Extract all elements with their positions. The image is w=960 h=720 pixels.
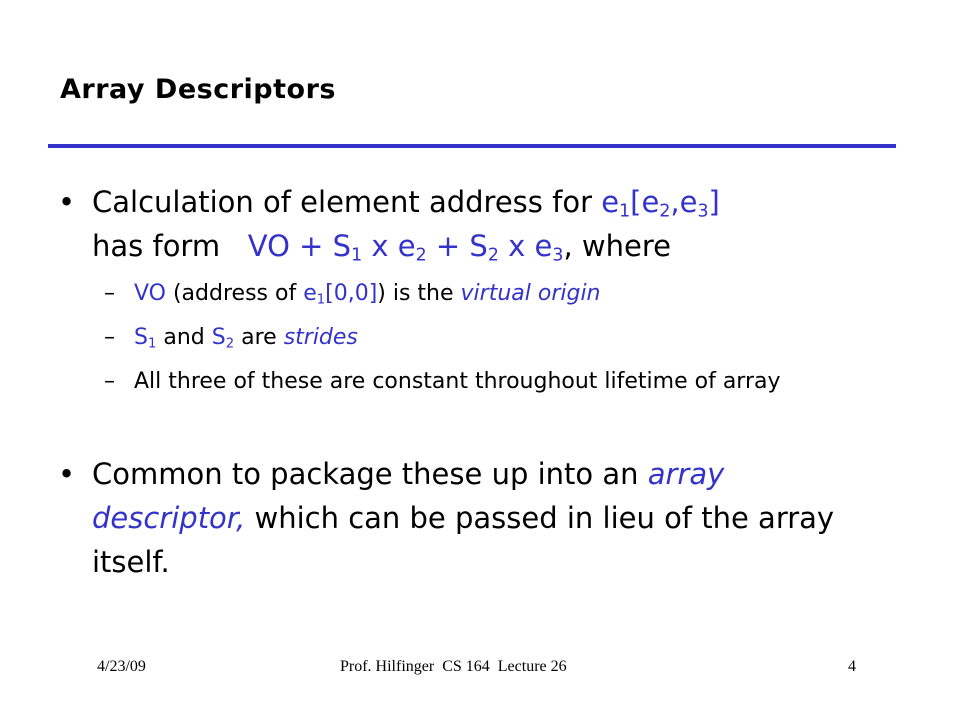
term: strides — [283, 325, 358, 350]
subscript: 2 — [225, 336, 235, 352]
var: e — [601, 185, 620, 219]
dash-marker: – — [104, 325, 115, 350]
subscript: 1 — [316, 292, 326, 308]
subscript: 2 — [487, 245, 499, 266]
bullet-marker: • — [58, 457, 76, 491]
title-underline — [48, 144, 896, 148]
text-run: are — [234, 325, 284, 350]
var: e — [641, 185, 660, 219]
formula — [303, 281, 377, 306]
formula-part: VO + S — [247, 229, 352, 263]
term: VO — [134, 281, 166, 306]
sub-bullet-text — [134, 278, 854, 310]
index: [0,0] — [325, 281, 378, 306]
bullet-marker: • — [58, 185, 76, 219]
term — [212, 325, 234, 350]
symbol: , — [670, 185, 680, 219]
formula-part: + S — [426, 229, 488, 263]
subscript: 2 — [659, 201, 671, 222]
footer-center: Prof. Hilfinger CS 164 Lecture 26 — [340, 658, 567, 675]
symbol: ] — [708, 185, 720, 219]
var: e — [303, 281, 317, 306]
page-number: 4 — [848, 658, 856, 675]
text-run: Common to package these up into an — [92, 457, 648, 491]
text-run: and — [156, 325, 212, 350]
text-run: (address of — [165, 281, 304, 306]
dash-marker: – — [104, 369, 115, 394]
term: virtual origin — [460, 281, 601, 306]
sub-bullet-text: All three of these are constant throughout lifetime of array — [134, 369, 781, 394]
formula — [247, 229, 564, 266]
term — [134, 325, 156, 350]
subscript: 3 — [552, 245, 564, 266]
text-run: Calculation of element address for — [92, 185, 602, 219]
subscript: 2 — [415, 245, 427, 266]
text-run: has form — [92, 229, 221, 263]
text-run: which can be passed in lieu of the array itself. — [92, 501, 835, 579]
slide-title: Array Descriptors — [60, 74, 336, 105]
text-run: , where — [563, 229, 671, 263]
var: S — [134, 325, 148, 350]
var: S — [211, 325, 226, 350]
dash-marker: – — [104, 281, 115, 306]
formula-part: x e — [498, 229, 553, 263]
subscript: 1 — [619, 201, 631, 222]
symbol: [ — [630, 185, 642, 219]
subscript: 1 — [351, 245, 363, 266]
text-run: ) is the — [377, 281, 461, 306]
bullet-text — [92, 180, 892, 268]
formula-part: x e — [362, 229, 416, 263]
sub-bullet-text — [134, 322, 854, 354]
subscript: 1 — [147, 336, 157, 352]
footer-date: 4/23/09 — [97, 658, 146, 675]
var: e — [679, 185, 698, 219]
term: array descriptor, — [92, 457, 725, 535]
bullet-text — [92, 452, 872, 584]
formula — [601, 185, 720, 222]
subscript: 3 — [697, 201, 709, 222]
